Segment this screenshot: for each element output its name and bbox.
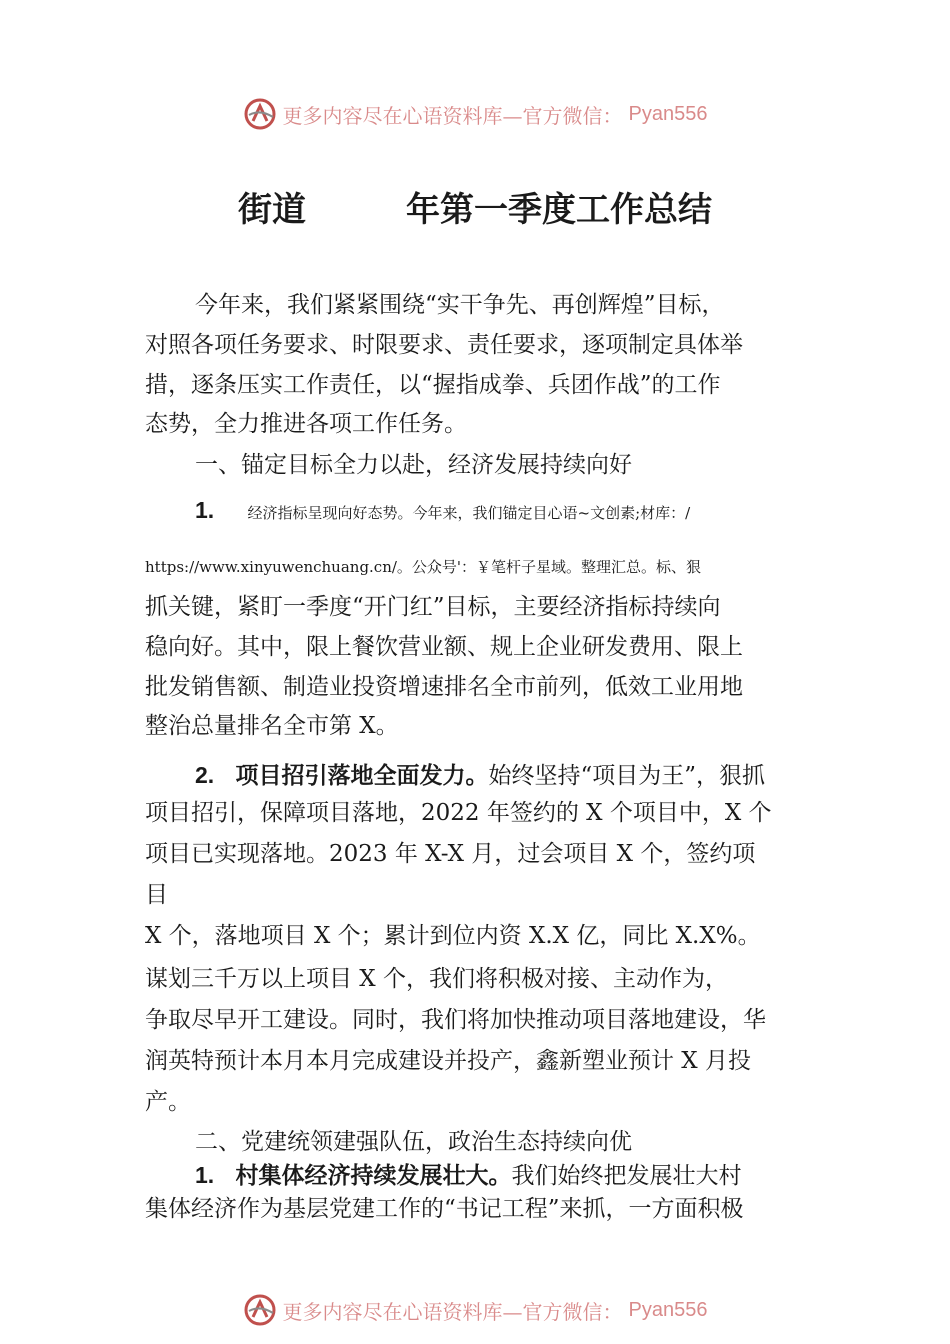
page-title: [0, 182, 950, 231]
paragraph-line: 目: [145, 882, 168, 908]
logo-icon: [243, 97, 277, 131]
watermark-text: 更多内容尽在心语资料库—官方微信：: [282, 1299, 623, 1324]
paragraph-line: 对照各项任务要求、时限要求、责任要求，逐项制定具体举: [145, 332, 743, 358]
title-left: 街道: [238, 190, 306, 230]
watermark-text: 更多内容尽在心语资料库—官方微信：: [282, 103, 623, 128]
section-heading: 二、党建统领建强队伍，政治生态持续向优: [195, 1129, 632, 1155]
item-text: 始终坚持“项目为王”，狠抓: [488, 763, 766, 789]
logo-icon: [243, 1293, 277, 1327]
paragraph-line: 项目已实现落地。2023 年 X-X 月，过会项目 X 个，签约项: [145, 841, 756, 867]
paragraph-line: X 个，落地项目 X 个；累计到位内资 X.X 亿，同比 X.X%。: [145, 923, 761, 949]
list-number: 1.: [195, 497, 215, 523]
list-item-header: [195, 1157, 742, 1190]
paragraph-line: 态势，全力推进各项工作任务。: [145, 411, 467, 437]
paragraph-line: 今年来，我们紧紧围绕“实干争先、再创辉煌”目标，: [195, 292, 725, 318]
paragraph-line: 产。: [145, 1089, 191, 1115]
paragraph-line: 稳向好。其中，限上餐饮营业额、规上企业研发费用、限上: [145, 634, 743, 660]
paragraph-line: 抓关键，紧盯一季度“开门红”目标，主要经济指标持续向: [145, 594, 721, 620]
paragraph-line: 润英特预计本月本月完成建设并投产，鑫新塑业预计 X 月投: [145, 1048, 751, 1074]
paragraph-line: 争取尽早开工建设。同时，我们将加快推动项目落地建设，华: [145, 1007, 766, 1033]
list-item-header: [195, 757, 765, 790]
watermark-wechat-id: Pyan556: [628, 1298, 708, 1321]
item-heading: 项目招引落地全面发力。: [235, 763, 489, 789]
paragraph-line: 集体经济作为基层党建工作的“书记工程”来抓，一方面积极: [145, 1196, 744, 1222]
paragraph-line: 措，逐条压实工作责任，以“握指成拳、兵团作战”的工作: [145, 372, 721, 398]
footer-watermark: [0, 1290, 950, 1330]
paragraph-line: 整治总量排名全市第 X。: [145, 713, 399, 739]
watermark-wechat-id: Pyan556: [628, 102, 708, 125]
item-heading: 村集体经济持续发展壮大。: [235, 1163, 512, 1189]
paragraph-line: 批发销售额、制造业投资增速排名全市前列，低效工业用地: [145, 674, 743, 700]
small-text: https://www.xinyuwenchuang.cn/。公众号'：￥笔杆子星域。整理汇总。标、狠: [145, 558, 702, 576]
title-right: 年第一季度工作总结: [406, 190, 712, 230]
item-text: 我们始终把发展壮大村: [511, 1163, 742, 1189]
section-heading: 一、锚定目标全力以赴，经济发展持续向好: [195, 452, 632, 478]
list-number: 2.: [195, 762, 215, 788]
list-item-header: [195, 497, 690, 524]
paragraph-line: 谋划三千万以上项目 X 个，我们将积极对接、主动作为，: [145, 966, 728, 992]
small-text: 经济指标呈现向好态势。今年来，我们锚定目心语~文创素;材库：/: [247, 504, 691, 522]
header-watermark: [0, 94, 950, 134]
list-number: 1.: [195, 1162, 215, 1188]
paragraph-line: 项目招引，保障项目落地，2022 年签约的 X 个项目中，X 个: [145, 800, 772, 826]
